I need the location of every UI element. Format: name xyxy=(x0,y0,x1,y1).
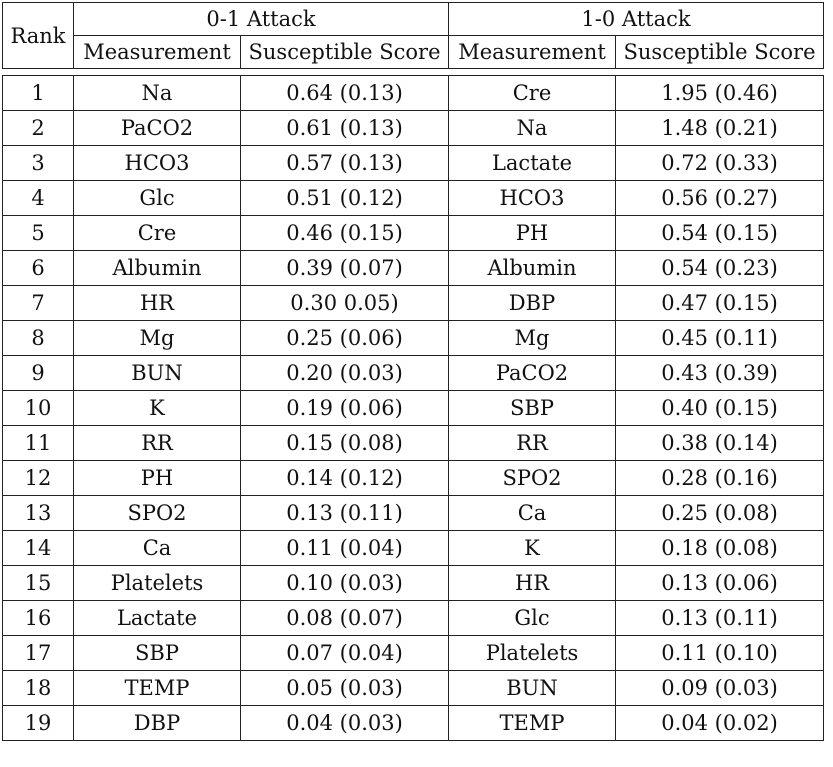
measurement-cell-0-1: PaCO2 xyxy=(74,111,241,146)
score-cell-1-0: 1.95 (0.46) xyxy=(616,76,824,111)
score-cell-1-0: 0.13 (0.06) xyxy=(616,566,824,601)
table-body xyxy=(3,76,824,741)
table-row xyxy=(3,216,824,251)
measurement-cell-1-0: Mg xyxy=(449,321,616,356)
measurement-cell-0-1: Mg xyxy=(74,321,241,356)
rank-cell: 18 xyxy=(3,671,74,706)
rank-cell: 19 xyxy=(3,706,74,741)
rank-cell: 1 xyxy=(3,76,74,111)
group-header-1-0-attack: 1-0 Attack xyxy=(449,3,824,36)
score-cell-1-0: 0.40 (0.15) xyxy=(616,391,824,426)
score-cell-1-0: 0.13 (0.11) xyxy=(616,601,824,636)
table-row xyxy=(3,286,824,321)
score-cell-1-0: 0.56 (0.27) xyxy=(616,181,824,216)
score-cell-0-1: 0.51 (0.12) xyxy=(241,181,449,216)
measurement-cell-1-0: PaCO2 xyxy=(449,356,616,391)
score-cell-1-0: 0.54 (0.15) xyxy=(616,216,824,251)
measurement-cell-0-1: K xyxy=(74,391,241,426)
measurement-cell-0-1: Na xyxy=(74,76,241,111)
measurement-cell-0-1: SBP xyxy=(74,636,241,671)
score-cell-0-1: 0.05 (0.03) xyxy=(241,671,449,706)
table-row xyxy=(3,146,824,181)
measurement-cell-0-1: Lactate xyxy=(74,601,241,636)
measurement-cell-1-0: Ca xyxy=(449,496,616,531)
rank-cell: 10 xyxy=(3,391,74,426)
rank-cell: 3 xyxy=(3,146,74,181)
measurement-cell-1-0: SBP xyxy=(449,391,616,426)
measurement-cell-0-1: PH xyxy=(74,461,241,496)
table-row xyxy=(3,76,824,111)
measurement-cell-1-0: BUN xyxy=(449,671,616,706)
table-row xyxy=(3,461,824,496)
rank-cell: 4 xyxy=(3,181,74,216)
table-row xyxy=(3,566,824,601)
table-row xyxy=(3,181,824,216)
score-cell-0-1: 0.39 (0.07) xyxy=(241,251,449,286)
measurement-cell-1-0: Na xyxy=(449,111,616,146)
measurement-cell-0-1: Glc xyxy=(74,181,241,216)
score-cell-1-0: 0.43 (0.39) xyxy=(616,356,824,391)
table-container xyxy=(2,2,824,741)
measurement-cell-0-1: TEMP xyxy=(74,671,241,706)
rank-cell: 15 xyxy=(3,566,74,601)
table-row xyxy=(3,671,824,706)
score-cell-0-1: 0.64 (0.13) xyxy=(241,76,449,111)
table-row xyxy=(3,391,824,426)
measurement-header-right: Measurement xyxy=(449,36,616,69)
table-row xyxy=(3,496,824,531)
score-cell-1-0: 0.09 (0.03) xyxy=(616,671,824,706)
score-cell-1-0: 0.04 (0.02) xyxy=(616,706,824,741)
rank-cell: 11 xyxy=(3,426,74,461)
score-cell-0-1: 0.11 (0.04) xyxy=(241,531,449,566)
score-cell-1-0: 0.11 (0.10) xyxy=(616,636,824,671)
measurement-cell-0-1: HCO3 xyxy=(74,146,241,181)
rank-cell: 7 xyxy=(3,286,74,321)
measurement-cell-0-1: RR xyxy=(74,426,241,461)
score-cell-1-0: 0.47 (0.15) xyxy=(616,286,824,321)
score-cell-1-0: 0.18 (0.08) xyxy=(616,531,824,566)
score-cell-1-0: 0.25 (0.08) xyxy=(616,496,824,531)
rank-cell: 16 xyxy=(3,601,74,636)
score-header-right: Susceptible Score xyxy=(616,36,824,69)
measurement-cell-0-1: Cre xyxy=(74,216,241,251)
measurement-cell-0-1: BUN xyxy=(74,356,241,391)
measurement-cell-0-1: HR xyxy=(74,286,241,321)
table-row xyxy=(3,356,824,391)
score-cell-0-1: 0.46 (0.15) xyxy=(241,216,449,251)
rank-header: Rank xyxy=(3,3,74,69)
score-cell-1-0: 0.72 (0.33) xyxy=(616,146,824,181)
table-row xyxy=(3,111,824,146)
table-row xyxy=(3,706,824,741)
score-cell-1-0: 0.38 (0.14) xyxy=(616,426,824,461)
measurement-cell-1-0: HCO3 xyxy=(449,181,616,216)
score-cell-0-1: 0.10 (0.03) xyxy=(241,566,449,601)
score-cell-1-0: 0.54 (0.23) xyxy=(616,251,824,286)
score-cell-0-1: 0.07 (0.04) xyxy=(241,636,449,671)
measurement-cell-0-1: SPO2 xyxy=(74,496,241,531)
measurement-cell-1-0: Glc xyxy=(449,601,616,636)
score-cell-0-1: 0.15 (0.08) xyxy=(241,426,449,461)
score-cell-0-1: 0.14 (0.12) xyxy=(241,461,449,496)
header-gap xyxy=(3,69,824,76)
measurement-cell-1-0: Cre xyxy=(449,76,616,111)
measurement-cell-0-1: DBP xyxy=(74,706,241,741)
measurement-cell-0-1: Ca xyxy=(74,531,241,566)
measurement-cell-1-0: Albumin xyxy=(449,251,616,286)
rank-cell: 12 xyxy=(3,461,74,496)
rank-cell: 6 xyxy=(3,251,74,286)
table-row xyxy=(3,636,824,671)
rank-cell: 2 xyxy=(3,111,74,146)
score-header-left: Susceptible Score xyxy=(241,36,449,69)
rank-cell: 9 xyxy=(3,356,74,391)
score-cell-0-1: 0.61 (0.13) xyxy=(241,111,449,146)
measurement-cell-1-0: PH xyxy=(449,216,616,251)
measurement-cell-0-1: Albumin xyxy=(74,251,241,286)
score-cell-0-1: 0.30 0.05) xyxy=(241,286,449,321)
measurement-cell-1-0: K xyxy=(449,531,616,566)
score-cell-1-0: 0.45 (0.11) xyxy=(616,321,824,356)
measurement-cell-1-0: SPO2 xyxy=(449,461,616,496)
score-cell-0-1: 0.20 (0.03) xyxy=(241,356,449,391)
measurement-cell-1-0: RR xyxy=(449,426,616,461)
rank-cell: 13 xyxy=(3,496,74,531)
rank-cell: 8 xyxy=(3,321,74,356)
rank-cell: 14 xyxy=(3,531,74,566)
table-row xyxy=(3,531,824,566)
group-header-0-1-attack: 0-1 Attack xyxy=(74,3,449,36)
score-cell-0-1: 0.04 (0.03) xyxy=(241,706,449,741)
rank-cell: 5 xyxy=(3,216,74,251)
table-row xyxy=(3,426,824,461)
measurement-cell-0-1: Platelets xyxy=(74,566,241,601)
table-row xyxy=(3,321,824,356)
susceptibility-table xyxy=(2,2,824,741)
measurement-cell-1-0: TEMP xyxy=(449,706,616,741)
score-cell-0-1: 0.57 (0.13) xyxy=(241,146,449,181)
score-cell-0-1: 0.19 (0.06) xyxy=(241,391,449,426)
score-cell-1-0: 0.28 (0.16) xyxy=(616,461,824,496)
rank-cell: 17 xyxy=(3,636,74,671)
score-cell-0-1: 0.25 (0.06) xyxy=(241,321,449,356)
table-row xyxy=(3,601,824,636)
score-cell-0-1: 0.08 (0.07) xyxy=(241,601,449,636)
score-cell-0-1: 0.13 (0.11) xyxy=(241,496,449,531)
measurement-cell-1-0: Platelets xyxy=(449,636,616,671)
score-cell-1-0: 1.48 (0.21) xyxy=(616,111,824,146)
measurement-cell-1-0: Lactate xyxy=(449,146,616,181)
header-gap-cell xyxy=(3,69,824,76)
measurement-header-left: Measurement xyxy=(74,36,241,69)
table-row xyxy=(3,251,824,286)
measurement-cell-1-0: HR xyxy=(449,566,616,601)
measurement-cell-1-0: DBP xyxy=(449,286,616,321)
